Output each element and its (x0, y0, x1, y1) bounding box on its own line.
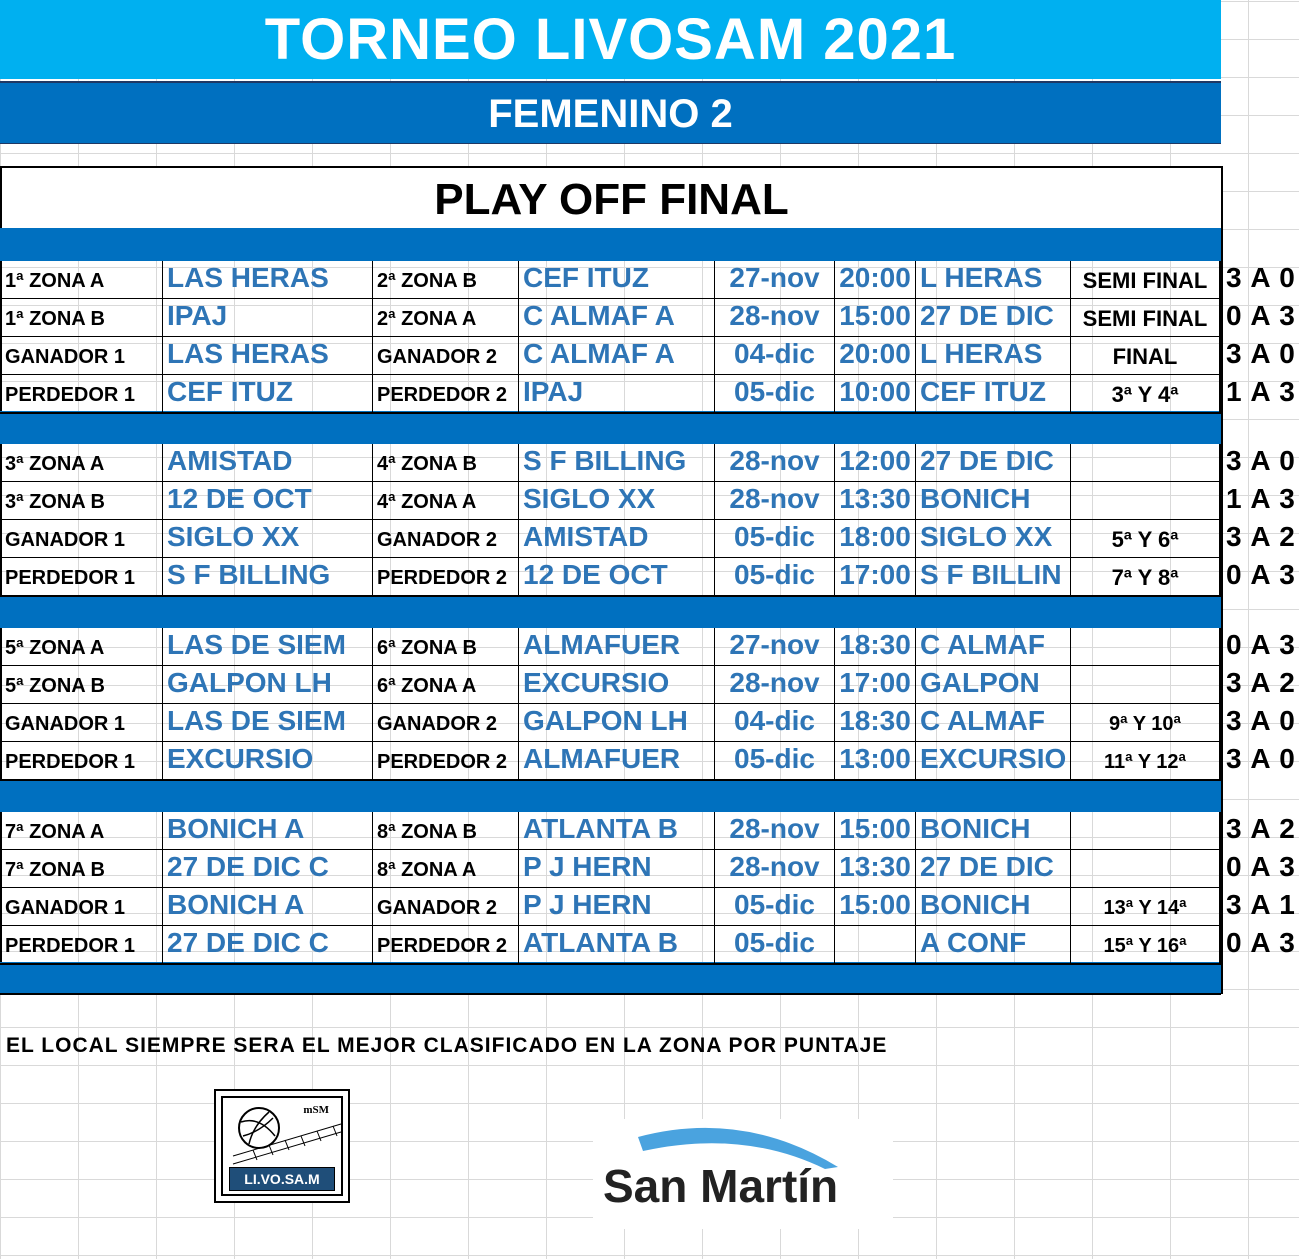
fixture-date: 05-dic (714, 520, 834, 557)
fixture-venue: 27 DE DIC (915, 850, 1070, 887)
fixture-date: 28-nov (714, 482, 834, 519)
footer-note: EL LOCAL SIEMPRE SERA EL MEJOR CLASIFICADO EN LA ZONA POR PUNTAJE (6, 1034, 888, 1057)
fixture-row (0, 628, 1299, 665)
fixture-time: 15:00 (834, 888, 915, 925)
fixture-venue: 27 DE DIC (915, 444, 1070, 481)
fixture-score: 3 A 1 (1226, 889, 1296, 920)
fixture-team1: IPAJ (162, 299, 372, 336)
fixture-team1: SIGLO XX (162, 520, 372, 557)
section-divider-bar (0, 779, 1221, 812)
fixture-team2: IPAJ (518, 375, 714, 412)
fixture-score: 0 A 3 (1226, 927, 1296, 958)
fixture-time: 12:00 (834, 444, 915, 481)
livosam-logo-small-text: mSM (303, 1104, 329, 1116)
fixture-seed2: 4ª ZONA B (372, 444, 518, 481)
fixture-seed2: PERDEDOR 2 (372, 375, 518, 412)
fixture-seed2: 8ª ZONA B (372, 812, 518, 849)
fixture-time: 17:00 (834, 666, 915, 703)
fixture-team2: P J HERN (518, 888, 714, 925)
fixture-seed2: 4ª ZONA A (372, 482, 518, 519)
fixture-venue: BONICH (915, 888, 1070, 925)
fixture-venue: BONICH (915, 812, 1070, 849)
fixture-time: 15:00 (834, 299, 915, 336)
fixture-score: 3 A 2 (1226, 667, 1296, 698)
livosam-logo-frame (221, 1096, 343, 1196)
fixture-stage: 3ª Y 4ª (1070, 375, 1221, 412)
fixture-row (0, 704, 1299, 741)
fixture-venue: A CONF (915, 926, 1070, 963)
fixture-seed2: GANADOR 2 (372, 337, 518, 374)
fixture-seed2: 2ª ZONA B (372, 261, 518, 298)
fixture-row (0, 742, 1299, 779)
fixture-seed1: GANADOR 1 (5, 897, 126, 919)
fixture-row (0, 444, 1299, 481)
fixture-row (0, 926, 1299, 963)
fixture-score: 3 A 2 (1226, 813, 1296, 844)
fixture-date: 27-nov (714, 261, 834, 298)
fixture-score: 3 A 0 (1226, 743, 1296, 774)
section-divider-bar (0, 595, 1221, 628)
fixture-seed2: PERDEDOR 2 (372, 742, 518, 779)
fixture-date: 05-dic (714, 742, 834, 779)
fixture-venue: S F BILLIN (915, 558, 1070, 595)
fixture-team2: C ALMAF A (518, 337, 714, 374)
fixture-venue: C ALMAF (915, 704, 1070, 741)
fixture-seed1: 7ª ZONA B (5, 859, 105, 881)
fixture-venue: 27 DE DIC (915, 299, 1070, 336)
fixture-team1: AMISTAD (162, 444, 372, 481)
table-bottom-border (0, 993, 1221, 995)
fixture-team1: LAS DE SIEM (162, 628, 372, 665)
fixture-seed1: 5ª ZONA B (5, 675, 105, 697)
fixture-seed1: PERDEDOR 1 (5, 567, 136, 589)
fixture-seed2: 6ª ZONA B (372, 628, 518, 665)
fixture-time: 20:00 (834, 337, 915, 374)
category-subtitle: FEMENINO 2 (0, 81, 1221, 144)
fixture-row (0, 888, 1299, 925)
fixture-score: 3 A 0 (1226, 705, 1296, 736)
fixture-score: 0 A 3 (1226, 629, 1296, 660)
fixture-score: 0 A 3 (1226, 559, 1296, 590)
fixture-team2: S F BILLING (518, 444, 714, 481)
fixture-date: 05-dic (714, 926, 834, 963)
fixture-time: 17:00 (834, 558, 915, 595)
fixture-score: 3 A 0 (1226, 262, 1296, 293)
fixture-stage: 9ª Y 10ª (1070, 704, 1221, 741)
fixture-stage: 5ª Y 6ª (1070, 520, 1221, 557)
fixture-team2: EXCURSIO (518, 666, 714, 703)
fixture-row (0, 337, 1299, 374)
fixture-score: 3 A 0 (1226, 338, 1296, 369)
fixture-score: 3 A 2 (1226, 521, 1296, 552)
fixture-venue: CEF ITUZ (915, 375, 1070, 412)
fixture-team2: GALPON LH (518, 704, 714, 741)
fixture-team2: ALMAFUER (518, 628, 714, 665)
fixture-seed1: PERDEDOR 1 (5, 751, 136, 773)
fixture-seed1: 1ª ZONA B (5, 308, 105, 330)
fixture-date: 28-nov (714, 850, 834, 887)
fixture-venue: L HERAS (915, 261, 1070, 298)
group-divider (0, 779, 1221, 781)
fixture-team2: P J HERN (518, 850, 714, 887)
fixture-time: 10:00 (834, 375, 915, 412)
fixture-stage: 7ª Y 8ª (1070, 558, 1221, 595)
fixture-stage: FINAL (1070, 337, 1221, 374)
fixture-time: 13:00 (834, 742, 915, 779)
fixture-row (0, 482, 1299, 519)
section-divider-bar (0, 228, 1221, 261)
fixture-team1: S F BILLING (162, 558, 372, 595)
fixture-stage (1070, 850, 1221, 887)
fixture-seed2: 8ª ZONA A (372, 850, 518, 887)
fixture-seed2: GANADOR 2 (372, 704, 518, 741)
fixture-seed1: GANADOR 1 (5, 713, 126, 735)
fixture-score: 1 A 3 (1226, 483, 1296, 514)
fixture-row (0, 299, 1299, 336)
fixture-seed2: PERDEDOR 2 (372, 926, 518, 963)
fixture-venue: GALPON (915, 666, 1070, 703)
fixture-time: 15:00 (834, 812, 915, 849)
fixture-seed1: PERDEDOR 1 (5, 935, 136, 957)
fixture-score: 0 A 3 (1226, 300, 1296, 331)
fixture-time (834, 926, 915, 963)
fixture-row (0, 261, 1299, 298)
fixture-team2: ALMAFUER (518, 742, 714, 779)
fixture-time: 20:00 (834, 261, 915, 298)
fixture-date: 28-nov (714, 444, 834, 481)
fixture-seed1: GANADOR 1 (5, 346, 126, 368)
fixture-seed1: 3ª ZONA A (5, 453, 105, 475)
fixture-time: 13:30 (834, 850, 915, 887)
fixture-time: 18:30 (834, 628, 915, 665)
san-martin-logo-text: San Martín (603, 1160, 839, 1212)
fixture-date: 05-dic (714, 888, 834, 925)
fixture-date: 27-nov (714, 628, 834, 665)
fixture-seed2: 6ª ZONA A (372, 666, 518, 703)
group-divider (0, 963, 1221, 965)
fixture-seed1: GANADOR 1 (5, 529, 126, 551)
fixture-stage: 15ª Y 16ª (1070, 926, 1221, 963)
fixture-venue: L HERAS (915, 337, 1070, 374)
fixture-seed2: 2ª ZONA A (372, 299, 518, 336)
fixture-team1: 27 DE DIC C (162, 850, 372, 887)
fixture-date: 28-nov (714, 666, 834, 703)
fixture-team2: ATLANTA B (518, 926, 714, 963)
fixture-team2: 12 DE OCT (518, 558, 714, 595)
fixture-stage: 11ª Y 12ª (1070, 742, 1221, 779)
fixture-seed1: 1ª ZONA A (5, 270, 105, 292)
fixture-team2: AMISTAD (518, 520, 714, 557)
fixture-team1: LAS HERAS (162, 261, 372, 298)
fixture-stage: 13ª Y 14ª (1070, 888, 1221, 925)
fixture-stage (1070, 482, 1221, 519)
fixture-stage (1070, 628, 1221, 665)
fixture-date: 04-dic (714, 337, 834, 374)
fixture-row (0, 375, 1299, 412)
fixture-time: 13:30 (834, 482, 915, 519)
fixture-date: 28-nov (714, 299, 834, 336)
fixture-row (0, 558, 1299, 595)
section-divider-bar (0, 411, 1221, 444)
group-divider (0, 412, 1221, 414)
fixture-team2: SIGLO XX (518, 482, 714, 519)
fixture-venue: BONICH (915, 482, 1070, 519)
fixture-date: 04-dic (714, 704, 834, 741)
fixture-venue: SIGLO XX (915, 520, 1070, 557)
livosam-logo-text: LI.VO.SA.M (229, 1167, 335, 1191)
fixture-stage (1070, 812, 1221, 849)
fixture-team1: BONICH A (162, 888, 372, 925)
fixture-stage (1070, 666, 1221, 703)
fixture-seed2: GANADOR 2 (372, 520, 518, 557)
livosam-logo (214, 1089, 350, 1203)
fixture-team1: BONICH A (162, 812, 372, 849)
fixture-team1: LAS HERAS (162, 337, 372, 374)
group-divider (0, 595, 1221, 597)
fixture-row (0, 850, 1299, 887)
fixture-time: 18:30 (834, 704, 915, 741)
san-martin-logo (593, 1119, 893, 1229)
fixture-team2: CEF ITUZ (518, 261, 714, 298)
fixture-team2: C ALMAF A (518, 299, 714, 336)
fixture-row (0, 812, 1299, 849)
fixture-seed1: PERDEDOR 1 (5, 384, 136, 406)
fixture-stage: SEMI FINAL (1070, 261, 1221, 298)
fixture-stage: SEMI FINAL (1070, 299, 1221, 336)
fixture-score: 1 A 3 (1226, 376, 1296, 407)
fixture-seed2: GANADOR 2 (372, 888, 518, 925)
fixture-team1: GALPON LH (162, 666, 372, 703)
fixture-date: 28-nov (714, 812, 834, 849)
fixture-team2: ATLANTA B (518, 812, 714, 849)
fixture-stage (1070, 444, 1221, 481)
fixture-date: 05-dic (714, 558, 834, 595)
fixture-seed1: 5ª ZONA A (5, 637, 105, 659)
fixture-venue: C ALMAF (915, 628, 1070, 665)
fixture-team1: 27 DE DIC C (162, 926, 372, 963)
fixture-date: 05-dic (714, 375, 834, 412)
fixture-seed1: 7ª ZONA A (5, 821, 105, 843)
fixture-row (0, 520, 1299, 557)
fixture-row (0, 666, 1299, 703)
fixture-venue: EXCURSIO (915, 742, 1070, 779)
fixture-score: 0 A 3 (1226, 851, 1296, 882)
fixture-team1: LAS DE SIEM (162, 704, 372, 741)
fixture-team1: CEF ITUZ (162, 375, 372, 412)
fixture-score: 3 A 0 (1226, 445, 1296, 476)
fixture-time: 18:00 (834, 520, 915, 557)
fixture-seed2: PERDEDOR 2 (372, 558, 518, 595)
fixture-team1: 12 DE OCT (162, 482, 372, 519)
fixture-team1: EXCURSIO (162, 742, 372, 779)
stage-title: PLAY OFF FINAL (0, 166, 1223, 229)
tournament-title: TORNEO LIVOSAM 2021 (0, 0, 1221, 79)
section-divider-bar (0, 962, 1221, 993)
fixture-seed1: 3ª ZONA B (5, 491, 105, 513)
